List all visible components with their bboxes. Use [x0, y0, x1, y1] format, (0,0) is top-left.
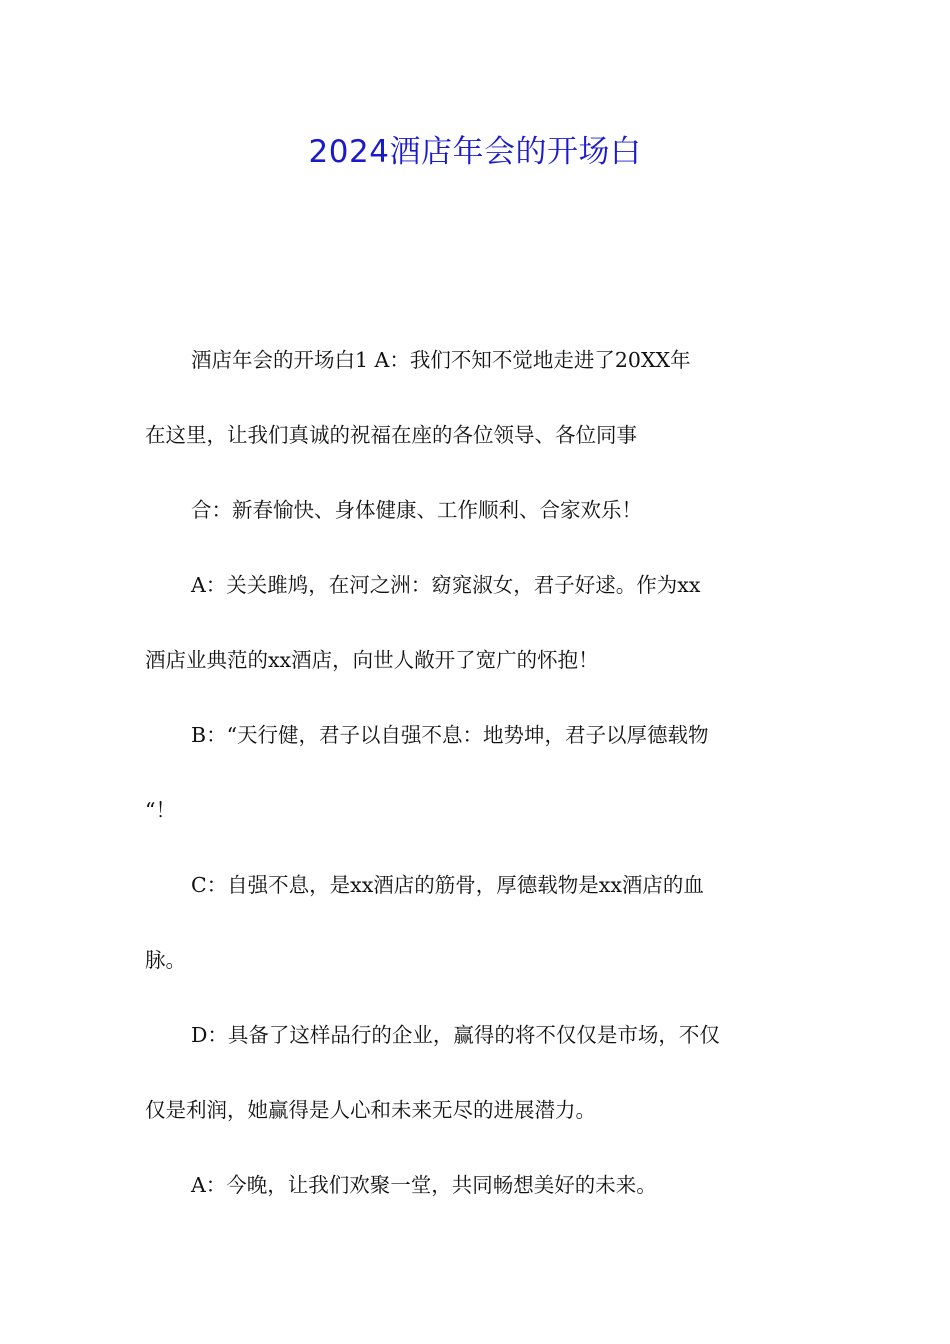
paragraph-line-12: A：今晚，让我们欢聚一堂，共同畅想美好的未来。 [191, 1173, 657, 1197]
document-title: 2024酒店年会的开场白 [308, 134, 642, 170]
paragraph-line-2: 在这里，让我们真诚的祝福在座的各位领导、各位同事 [145, 423, 637, 447]
paragraph-line-10: D：具备了这样品行的企业，赢得的将不仅仅是市场，不仅 [191, 1023, 720, 1047]
paragraph-line-3: 合：新春愉快、身体健康、工作顺利、合家欢乐！ [191, 498, 642, 522]
paragraph-line-4: A：关关雎鸠，在河之洲：窈窕淑女，君子好逑。作为xx [191, 573, 701, 597]
paragraph-line-5: 酒店业典范的xx酒店，向世人敞开了宽广的怀抱！ [145, 648, 599, 672]
paragraph-line-11: 仅是利润，她赢得是人心和未来无尽的进展潜力。 [145, 1098, 596, 1122]
paragraph-line-9: 脉。 [145, 948, 186, 972]
paragraph-line-6: B：“天行健，君子以自强不息：地势坤，君子以厚德载物 [191, 723, 709, 747]
paragraph-line-1: 酒店年会的开场白1 A：我们不知不觉地走进了20XX年 [191, 348, 691, 372]
paragraph-line-8: C：自强不息，是xx酒店的筋骨，厚德载物是xx酒店的血 [191, 873, 704, 897]
paragraph-line-7: “！ [145, 798, 176, 822]
